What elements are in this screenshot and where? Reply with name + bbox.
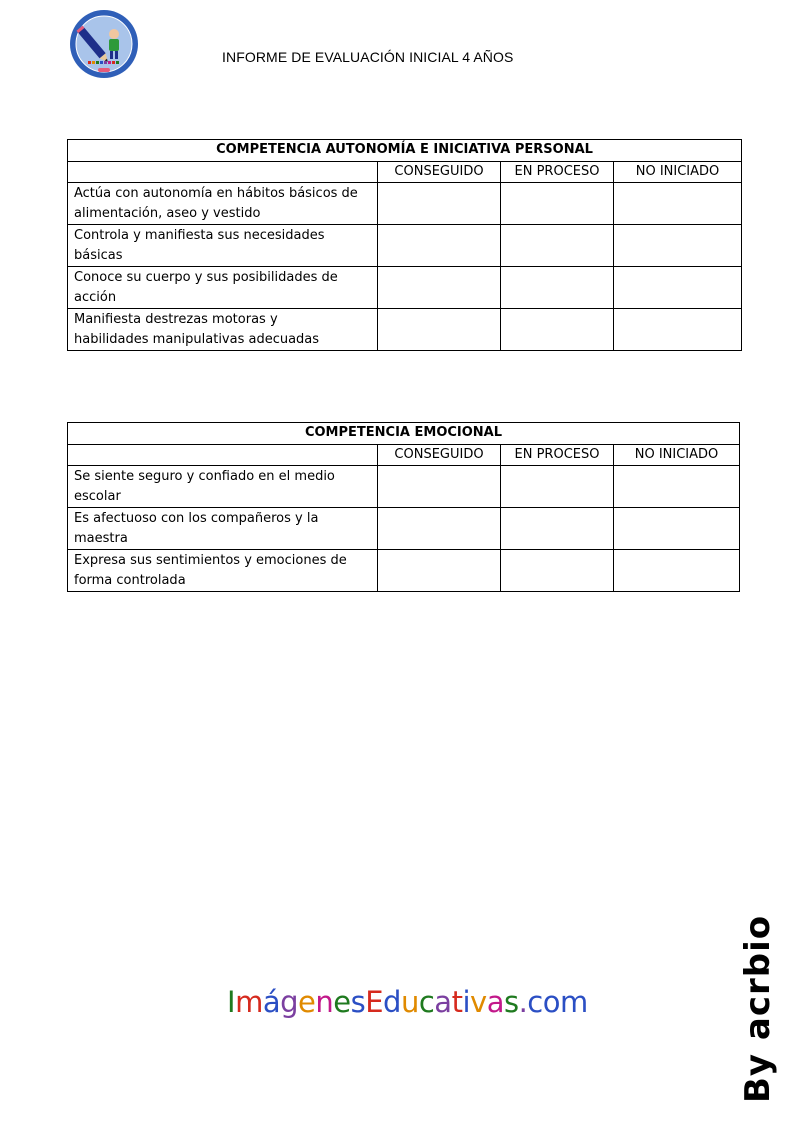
brand-letter: I: [227, 985, 236, 1019]
table-row: [68, 225, 742, 267]
rating-cell-conseguido[interactable]: [378, 508, 501, 550]
rating-cell-conseguido[interactable]: [378, 267, 501, 309]
criterion-line: Actúa con autonomía en hábitos básicos de: [74, 186, 358, 201]
rating-cell-en-proceso[interactable]: [501, 466, 614, 508]
logo-icon: [68, 8, 140, 80]
brand-letter: c: [527, 985, 543, 1019]
rating-cell-conseguido[interactable]: [378, 183, 501, 225]
brand-letter: E: [365, 985, 384, 1019]
brand-letter: v: [470, 985, 487, 1019]
brand-letter: o: [542, 985, 560, 1019]
rating-cell-en-proceso[interactable]: [501, 309, 614, 351]
criterion-line: habilidades manipulativas adecuadas: [74, 332, 320, 347]
brand-letter: s: [350, 985, 366, 1019]
table-row: [68, 309, 742, 351]
brand-letter: á: [262, 985, 281, 1019]
column-header-conseguido: CONSEGUIDO: [378, 162, 501, 183]
table-row: [68, 267, 742, 309]
criterion-line: Manifiesta destrezas motoras y: [74, 312, 278, 327]
rating-cell-no-iniciado[interactable]: [614, 225, 742, 267]
criterion-cell: [68, 267, 378, 309]
table-row: [68, 550, 740, 592]
criteria-header-cell: [68, 445, 378, 466]
rating-cell-no-iniciado[interactable]: [614, 183, 742, 225]
table-row: [68, 466, 740, 508]
author-byline: By acrbio: [738, 914, 778, 1103]
criterion-cell: [68, 508, 378, 550]
rating-cell-en-proceso[interactable]: [501, 508, 614, 550]
rating-cell-no-iniciado[interactable]: [614, 309, 742, 351]
criteria-header-cell: [68, 162, 378, 183]
column-header-en-proceso: EN PROCESO: [501, 445, 614, 466]
rating-cell-en-proceso[interactable]: [501, 550, 614, 592]
rating-cell-no-iniciado[interactable]: [614, 508, 740, 550]
criterion-line: forma controlada: [74, 573, 186, 588]
rating-cell-conseguido[interactable]: [378, 309, 501, 351]
criterion-line: escolar: [74, 489, 121, 504]
rating-cell-conseguido[interactable]: [378, 225, 501, 267]
column-header-no-iniciado: NO INICIADO: [614, 162, 742, 183]
brand-letter: u: [400, 985, 419, 1019]
brand-letter: n: [315, 985, 334, 1019]
criterion-line: Controla y manifiesta sus necesidades: [74, 228, 325, 243]
criterion-line: Conoce su cuerpo y sus posibilidades de: [74, 270, 338, 285]
criterion-line: Es afectuoso con los compañeros y la: [74, 511, 319, 526]
criterion-line: alimentación, aseo y vestido: [74, 206, 261, 221]
column-header-en-proceso: EN PROCESO: [501, 162, 614, 183]
rating-cell-conseguido[interactable]: [378, 466, 501, 508]
brand-letter: m: [560, 985, 588, 1019]
brand-letter: i: [462, 985, 471, 1019]
brand-letter: m: [235, 985, 263, 1019]
brand-wordmark: [227, 985, 588, 1019]
brand-letter: g: [280, 985, 299, 1019]
criterion-line: básicas: [74, 248, 123, 263]
emotional-competence-table: [67, 422, 740, 592]
criterion-line: Expresa sus sentimientos y emociones de: [74, 553, 347, 568]
brand-letter: c: [418, 985, 435, 1019]
rating-cell-conseguido[interactable]: [378, 550, 501, 592]
brand-letter: a: [486, 985, 504, 1019]
column-header-conseguido: CONSEGUIDO: [378, 445, 501, 466]
rating-cell-no-iniciado[interactable]: [614, 267, 742, 309]
table-title: COMPETENCIA EMOCIONAL: [68, 423, 740, 445]
rating-cell-en-proceso[interactable]: [501, 183, 614, 225]
criterion-line: acción: [74, 290, 117, 305]
brand-letter: a: [434, 985, 452, 1019]
column-header-no-iniciado: NO INICIADO: [614, 445, 740, 466]
rating-cell-no-iniciado[interactable]: [614, 466, 740, 508]
table-row: [68, 183, 742, 225]
criterion-cell: [68, 183, 378, 225]
brand-letter: d: [383, 985, 401, 1019]
autonomy-competence-table: [67, 139, 742, 351]
table-title: COMPETENCIA AUTONOMÍA E INICIATIVA PERSONAL: [68, 140, 742, 162]
brand-letter: .: [518, 985, 528, 1019]
brand-letter: e: [298, 985, 316, 1019]
document-title: INFORME DE EVALUACIÓN INICIAL 4 AÑOS: [222, 49, 514, 65]
criterion-line: maestra: [74, 531, 128, 546]
criterion-cell: [68, 550, 378, 592]
rating-cell-en-proceso[interactable]: [501, 267, 614, 309]
brand-letter: t: [451, 985, 463, 1019]
rating-cell-no-iniciado[interactable]: [614, 550, 740, 592]
criterion-line: Se siente seguro y confiado en el medio: [74, 469, 335, 484]
brand-letter: s: [503, 985, 519, 1019]
criterion-cell: [68, 309, 378, 351]
table-row: [68, 508, 740, 550]
criterion-cell: [68, 466, 378, 508]
brand-letter: e: [333, 985, 351, 1019]
criterion-cell: [68, 225, 378, 267]
rating-cell-en-proceso[interactable]: [501, 225, 614, 267]
